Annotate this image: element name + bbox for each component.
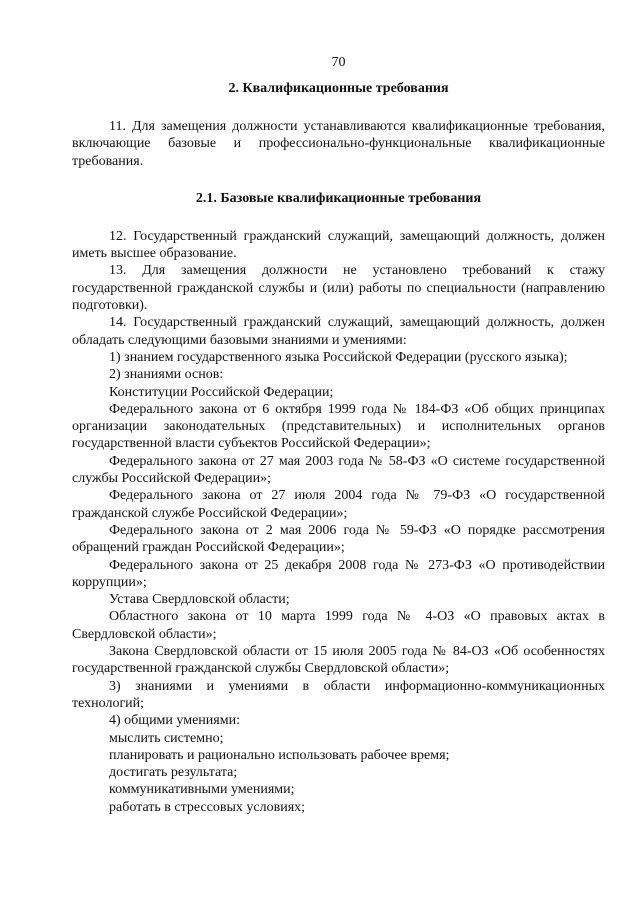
paragraph: 13. Для замещения должности не установлено требований к стажу государственной гражданской службы и (или) работы по специальности (направлению подготовки).: [72, 263, 605, 314]
paragraph: работать в стрессовых условиях;: [109, 799, 306, 815]
paragraph: 4) общими умениями:: [109, 713, 240, 729]
paragraph: 2) знаниями основ:: [109, 367, 224, 383]
paragraph: Устава Свердловской области;: [109, 592, 290, 608]
paragraph: достигать результата;: [109, 765, 238, 781]
paragraph: Закона Свердловской области от 15 июля 2005 года № 84-ОЗ «Об особенностях государственной гражданской службы Свердловской области»;: [72, 644, 605, 677]
paragraph: мыслить системно;: [109, 730, 224, 746]
paragraph: Федерального закона от 2 мая 2006 года № 59-ФЗ «О порядке рассмотрения обращений граждан Российской Федерации»;: [72, 522, 605, 556]
paragraph: Федерального закона от 25 декабря 2008 года № 273-ФЗ «О противодействии коррупции»;: [72, 557, 605, 590]
section-heading-qualification-requirements: 2. Квалификационные требования: [228, 81, 449, 96]
paragraph: Областного закона от 10 марта 1999 года № 4-ОЗ «О правовых актах в Свердловской области»;: [72, 609, 605, 642]
paragraph: Федерального закона от 27 мая 2003 года № 58-ФЗ «О системе государственной службы Российской Федерации»;: [72, 453, 605, 487]
paragraph: Федерального закона от 27 июля 2004 года № 79-ФЗ «О государственной гражданской службе Российской Федерации»;: [72, 488, 605, 521]
subsection-heading-basic-requirements: 2.1. Базовые квалификационные требования: [195, 190, 482, 206]
paragraph: Федерального закона от 6 октября 1999 года № 184-ФЗ «Об общих принципах организации законодательных (представительных) и исполнительных органов государственной власти субъектов Российской Федерации»;: [72, 401, 605, 452]
paragraph: 1) знанием государственного языка Российской Федерации (русского языка);: [109, 349, 568, 365]
paragraph-11: 11. Для замещения должности устанавливаются квалификационные требования, включающие базовые и профессионально-функциональные квалификационные требования.: [72, 119, 605, 169]
document-page: [72, 54, 605, 816]
paragraph: 12. Государственный гражданский служащий, замещающий должность, должен иметь высшее образование.: [72, 228, 605, 262]
paragraph: 14. Государственный гражданский служащий, замещающий должность, должен обладать следующими базовыми знаниями и умениями:: [72, 315, 605, 348]
page-number: 70: [331, 55, 346, 70]
document-body: [72, 228, 605, 816]
paragraph: Конституции Российской Федерации;: [109, 384, 334, 400]
paragraph: коммуникативными умениями;: [109, 782, 295, 798]
paragraph: 3) знаниями и умениями в области информационно-коммуникационных технологий;: [72, 678, 605, 711]
paragraph: планировать и рационально использовать рабочее время;: [109, 747, 450, 763]
